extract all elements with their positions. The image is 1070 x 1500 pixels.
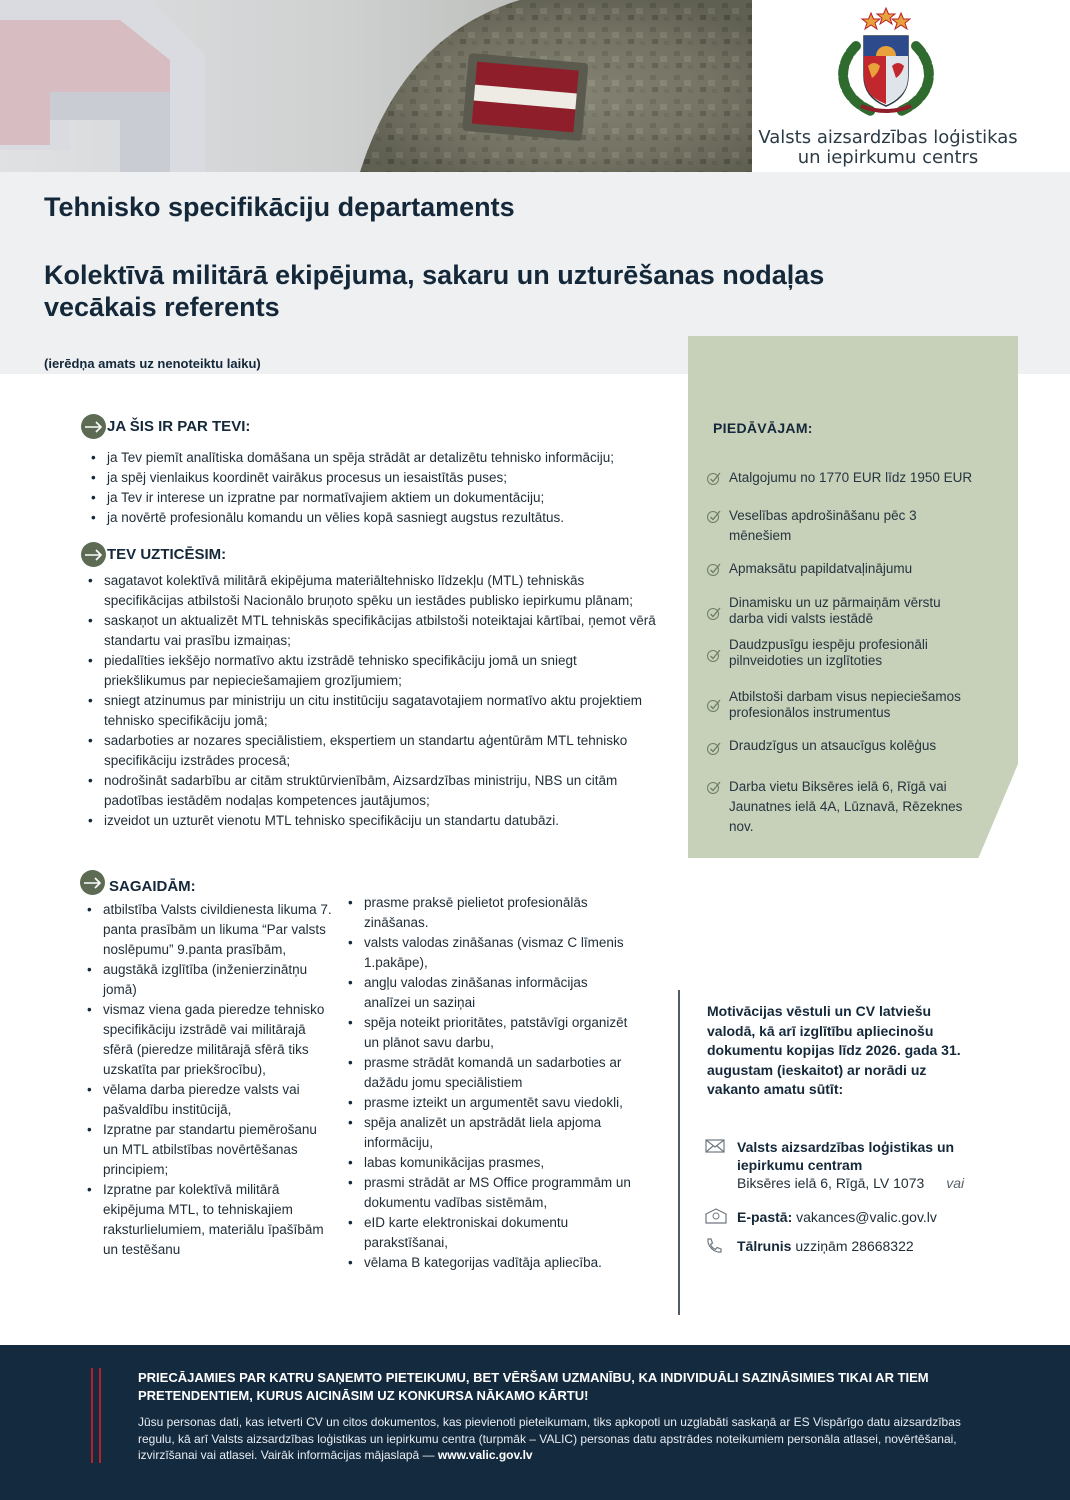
website-link[interactable]: www.valic.gov.lv: [437, 1448, 533, 1462]
list-item: • vismaz viena gada pieredze tehnisko specifikāciju izstrādē vai militārajā sfērā (pieredze militārajā sfērā tiks uzskatīta par priekšrocību),: [85, 1000, 335, 1080]
mail-address: Biksēres ielā 6, Rīgā, LV 1073: [737, 1175, 925, 1191]
offer-item: [706, 637, 986, 669]
list-item: • spēja noteikt prioritātes, patstāvīgi organizēt un plānot savu darbu,: [346, 1013, 631, 1053]
offer-item-label: Dinamisku un uz pārmaiņām vērstu darba vidi valsts iestādē: [729, 595, 941, 626]
phone-label: Tālrunis: [737, 1238, 792, 1254]
offer-item: [706, 559, 986, 579]
list-item: • vēlama B kategorijas vadītāja apliecība.: [346, 1253, 631, 1273]
check-icon: [706, 605, 729, 621]
org-name-line1: Valsts aizsardzības loģistikas: [758, 127, 1018, 148]
phone-icon: [705, 1237, 737, 1259]
list-item: • atbilstība Valsts civildienesta likuma 7. panta prasībām un likuma “Par valsts noslēpumu” 9.panta prasībām,: [85, 900, 335, 960]
offer-heading: PIEDĀVĀJAM:: [713, 420, 813, 436]
requirements-heading: [80, 870, 196, 895]
arrow-right-icon: [81, 542, 106, 567]
about-you-heading: [81, 414, 250, 439]
list-item: • augstākā izglītība (inženierzinātņu jomā): [85, 960, 335, 1000]
requirements-list-col1: [85, 900, 335, 1260]
list-item: • sagatavot kolektīvā militārā ekipējuma materiāltehnisko līdzekļu (MTL) tehniskās specifikācijas atbilstoši Nacionālo bruņoto spēku un iestādes publisko iepirkumu plānam;: [86, 571, 661, 611]
about-you-list: [89, 448, 669, 528]
list-item: • vēlama darba pieredze valsts vai pašvaldību institūcijā,: [85, 1080, 335, 1120]
footer-notice: PRIECĀJAMIES PAR KATRU SAŅEMTO PIETEIKUMU, BET VĒRŠAM UZMANĪBU, KA INDIVIDUĀLI SAZINĀSIMIES TIKAI AR TIEM PRETENDENTIEM, KURUS AICINĀSIM UZ KONKURSA NĀKAMO KĀRTU!: [138, 1370, 929, 1403]
list-item: • ja Tev piemīt analītiska domāšana un spēja strādāt ar detalizētu tehnisko informāciju;: [89, 448, 669, 468]
list-item: • sniegt atzinumus par ministriju un citu institūciju sagatavotajiem normatīvo aktu projektiem tehnisko specifikāciju jomā;: [86, 691, 661, 731]
divider: [678, 990, 680, 1315]
check-icon: [706, 740, 729, 756]
offer-item-label: Draudzīgus un atsaucīgus kolēģus: [729, 738, 937, 753]
offer-item: [706, 689, 986, 721]
offer-item: [706, 595, 986, 627]
arrow-right-icon: [81, 414, 106, 439]
list-item: • sadarboties ar nozares speciālistiem, ekspertiem un standartu aģentūrām MTL tehnisko specifikāciju izstrādes procesā;: [86, 731, 661, 771]
offer-item: [706, 468, 986, 488]
latvia-coat-of-arms-icon: [826, 6, 946, 116]
email-link[interactable]: vakances@valic.gov.lv: [796, 1209, 937, 1225]
offer-item-label: Darba vietu Biksēres ielā 6, Rīgā vai Jaunatnes ielā 4A, Lūznavā, Rēzeknes nov.: [729, 779, 963, 834]
arrow-right-icon: [80, 870, 105, 895]
list-item: • prasme praksē pielietot profesionālās zināšanas.: [346, 893, 631, 933]
list-item: • izveidot un uzturēt vienotu MTL tehnisko specifikāciju un standartu datubāzi.: [86, 811, 661, 831]
offer-item-label: Daudzpusīgu iespēju profesionāli pilnveidoties un izglītoties: [729, 637, 928, 668]
duties-heading-label: TEV UZTICĒSIM:: [107, 546, 227, 563]
offer-item: [706, 777, 986, 837]
list-item: • ja Tev ir interese un izpratne par normatīvajiem aktiem un dokumentāciju;: [89, 488, 669, 508]
list-item: • prasme strādāt komandā un sadarboties ar dažādu jomu speciālistiem: [346, 1053, 631, 1093]
mail-recipient: Valsts aizsardzības loģistikas un iepirkumu centram: [737, 1139, 955, 1173]
position-title-line1: Kolektīvā militārā ekipējuma, sakaru un uzturēšanas nodaļas: [44, 260, 825, 290]
apply-instructions: Motivācijas vēstuli un CV latviešu valodā, kā arī izglītību apliecinošu dokumentu kopijas līdz 2026. gada 31. augustam (ieskaitot) ar norādi uz vakanto amatu sūtīt:: [707, 1003, 961, 1097]
list-item: • spēja analizēt un apstrādāt liela apjoma informāciju,: [346, 1113, 631, 1153]
list-item: • ja novērtē profesionālu komandu un vēlies kopā sasniegt augstus rezultātus.: [89, 508, 669, 528]
check-icon: [706, 470, 729, 486]
offer-item: [706, 506, 986, 546]
duties-list: [86, 571, 661, 831]
about-you-heading-label: JA ŠIS IR PAR TEVI:: [107, 418, 251, 435]
offer-item-label: Veselības apdrošināšanu pēc 3 mēnešiem: [729, 508, 917, 543]
org-name-line2: un iepirkumu centrs: [797, 147, 979, 168]
list-item: • piedalīties iekšējo normatīvo aktu izstrādē tehnisko specifikāciju jomā un sniegt priekšlikumus par nepieciešamajiem grozījumiem;: [86, 651, 661, 691]
duties-heading: [81, 542, 226, 567]
offer-item: [706, 736, 986, 756]
position-title: [44, 259, 984, 323]
check-icon: [706, 779, 729, 795]
phone-value: uzziņām 28668322: [795, 1238, 914, 1254]
list-item: • angļu valodas zināšanas informācijas analīzei un saziņai: [346, 973, 631, 1013]
list-item: • Izpratne par standartu piemērošanu un MTL atbilstības novērtēšanas principiem;: [85, 1120, 335, 1180]
check-icon: [706, 508, 729, 524]
requirements-list-col2: [346, 893, 631, 1273]
list-item: • valsts valodas zināšanas (vismaz C līmenis 1.pakāpe),: [346, 933, 631, 973]
mail-contact: [705, 1138, 982, 1192]
phone-contact: [705, 1237, 914, 1259]
envelope-icon: [705, 1138, 737, 1192]
email-icon: [705, 1208, 737, 1228]
check-icon: [706, 647, 729, 663]
hero-image: [0, 0, 752, 172]
email-contact: [705, 1208, 937, 1228]
position-note: (ierēdņa amats uz nenoteiktu laiku): [44, 356, 261, 371]
list-item: • saskaņot un aktualizēt MTL tehniskās specifikācijas atbilstoši noteiktajai kārtībai, ņemot vērā standartu vai prasību izmaiņas;: [86, 611, 661, 651]
footer-privacy: [138, 1414, 998, 1464]
list-item: • prasme izteikt un argumentēt savu viedokli,: [346, 1093, 631, 1113]
requirements-heading-label: SAGAIDĀM:: [109, 878, 196, 895]
position-title-line2: vecākais referents: [44, 292, 280, 322]
offer-item-label: Atbilstoši darbam visus nepieciešamos profesionālos instrumentus: [729, 689, 961, 720]
offer-item-label: Apmaksātu papildatvaļinājumu: [729, 561, 913, 576]
footer-accent-lines: [91, 1368, 103, 1463]
list-item: • eID karte elektroniskai dokumentu parakstīšanai,: [346, 1213, 631, 1253]
check-icon: [706, 561, 729, 577]
list-item: • nodrošināt sadarbību ar citām struktūrvienībām, Aizsardzības ministriju, NBS un citām padotības iestādēm nodaļas kompetences jautājumos;: [86, 771, 661, 811]
footer-privacy-text: Jūsu personas dati, kas ietverti CV un citos dokumentos, kas pievienoti pieteikumam, tiks apkopoti un uzglabāti saskaņā ar ES Vispārīgo datu aizsardzības regulu, kā arī Valsts aizsardzības loģistikas un iepirkumu centra (turpmāk – VALIC) personas datu apstrādes noteikumiem personāla atlasei, novērtēšanai, izvirzīšanai vai atlasei. Vairāk informācijas mājaslapā —: [138, 1415, 961, 1462]
list-item: • prasmi strādāt ar MS Office programmām un dokumentu vadības sistēmām,: [346, 1173, 631, 1213]
org-name: [757, 128, 1019, 168]
email-label: E-pastā:: [737, 1209, 793, 1225]
list-item: • labas komunikācijas prasmes,: [346, 1153, 631, 1173]
department-title: Tehnisko specifikāciju departaments: [44, 192, 515, 222]
list-item: • ja spēj vienlaikus koordinēt vairākus procesus un iesaistītās puses;: [89, 468, 669, 488]
or-word: vai: [946, 1175, 965, 1191]
check-icon: [706, 697, 729, 713]
list-item: • Izpratne par kolektīvā militārā ekipējuma MTL, to tehniskajiem raksturlielumiem, materiālu īpašībām un testēšanu: [85, 1180, 335, 1260]
offer-item-label: Atalgojumu no 1770 EUR līdz 1950 EUR: [729, 470, 973, 485]
